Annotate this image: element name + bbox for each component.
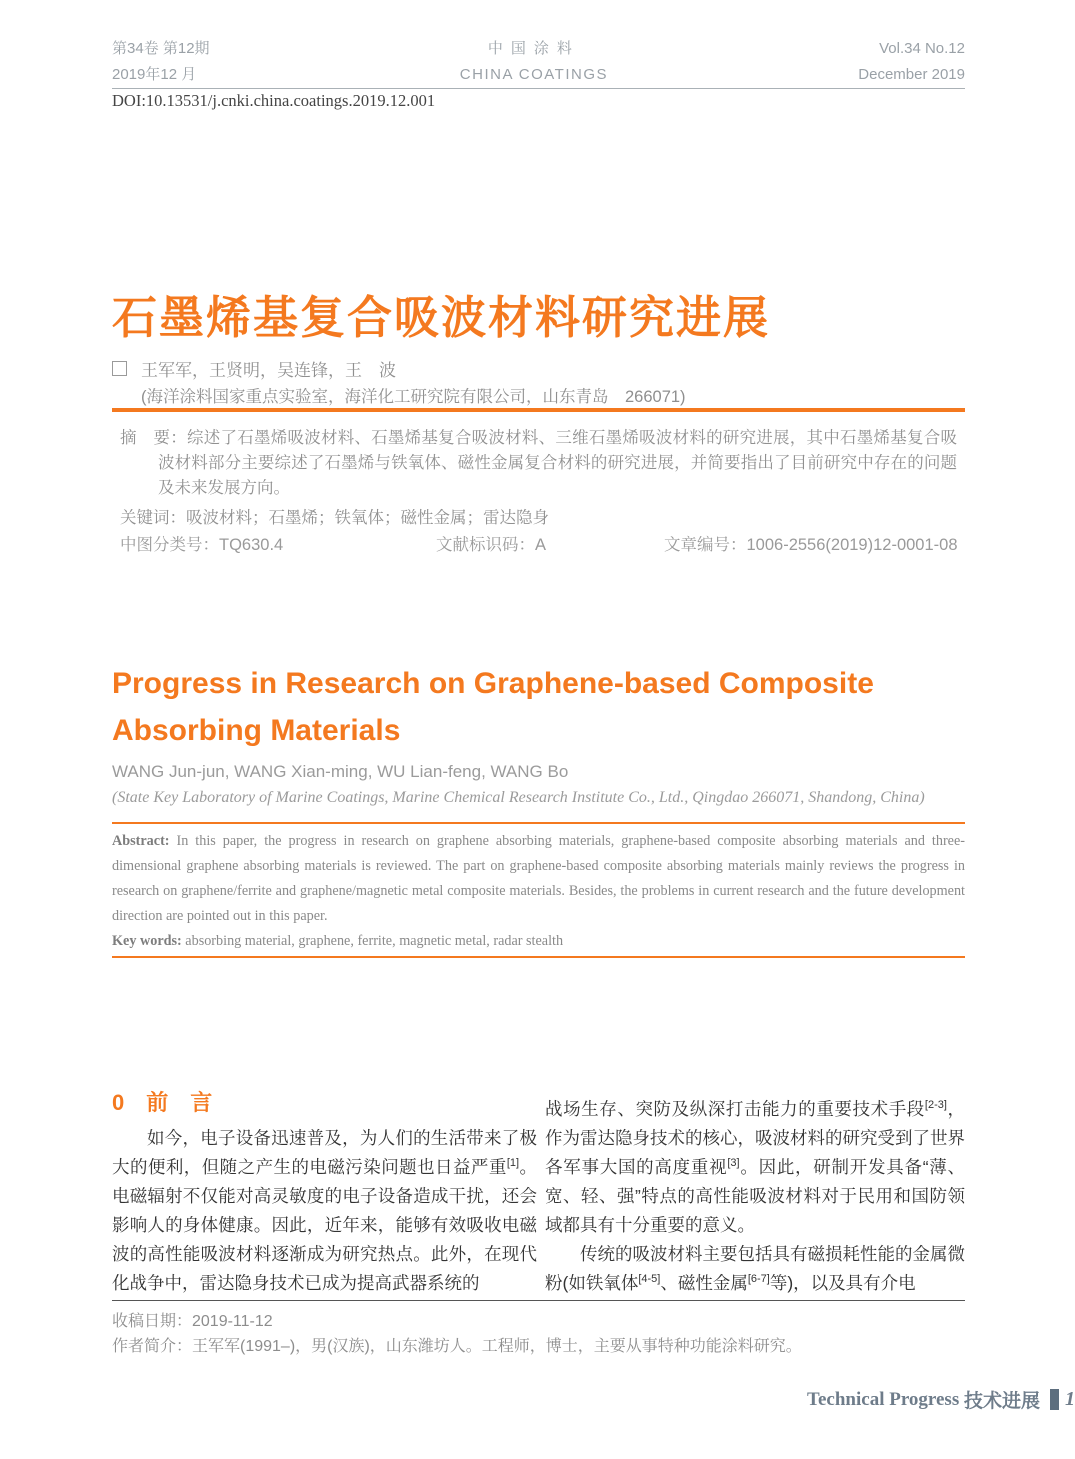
- affiliation-en: (State Key Laboratory of Marine Coatings, Marine Chemical Research Institute Co., Ltd., Qingdao 266071, Shandong, China): [112, 789, 925, 806]
- header-right: [858, 36, 965, 88]
- title-rule: [112, 408, 965, 412]
- footnote-rule: [112, 1300, 965, 1301]
- abstract-en-text: In this paper, the progress in research on graphene absorbing materials, graphene-based composite absorbing materials and three-dimensional graphene absorbing materials is reviewed. The part on graphene-based composite absorbing materials mainly reviews the progress in research on graphene/ferrite and graphene/magnetic metal composite materials. Besides, the problems in current research and the future development direction are pointed out in this paper.: [112, 833, 965, 924]
- classification-row: [112, 531, 973, 555]
- abstract-cn-label: 摘 要：: [120, 429, 187, 447]
- paragraph: 战场生存、突防及纵深打击能力的重要技术手段[2-3]，作为雷达隐身技术的核心，吸波材料的研究受到了世界各军事大国的高度重视[3]。因此，研制开发具备“薄、宽、轻、强”特点的高性能吸波材料对于民用和国防领域都具有十分重要的意义。: [545, 1099, 966, 1235]
- header-left: [112, 36, 210, 88]
- article-id: 文章编号：1006-2556(2019)12-0001-08: [664, 536, 958, 554]
- author-mark-square-icon: [112, 361, 127, 376]
- keywords-cn: 关键词：吸波材料；石墨烯；铁氧体；磁性金属；雷达隐身: [120, 509, 549, 527]
- authors-cn: 王军军，王贤明，吴连锋，王 波: [141, 361, 396, 380]
- body-column-right: [545, 1095, 965, 1298]
- abstract-rule-top: [112, 822, 965, 824]
- abstract-en: [112, 829, 965, 929]
- body-column-left: [112, 1124, 537, 1298]
- journal-header: [112, 36, 965, 88]
- authors-en: WANG Jun-jun, WANG Xian-ming, WU Lian-feng, WANG Bo: [112, 762, 569, 781]
- abstract-cn: [112, 426, 957, 501]
- doi: DOI:10.13531/j.cnki.china.coatings.2019.12.001: [112, 91, 436, 110]
- affiliation-cn: (海洋涂料国家重点实验室，海洋化工研究院有限公司，山东青岛 266071): [141, 388, 686, 406]
- paragraph: 传统的吸波材料主要包括具有磁损耗性能的金属微粉(如铁氧体[4-5]、磁性金属[6-7]等)，以及具有介电: [545, 1244, 965, 1293]
- keywords-en-label: Key words:: [112, 933, 182, 949]
- footer-section-cn: 技术进展: [963, 1391, 1040, 1412]
- document-code: 文献标识码：A: [436, 536, 547, 554]
- clc-number: 中图分类号：TQ630.4: [120, 536, 284, 554]
- journal-volume-cn: 第34卷 第12期: [112, 40, 210, 57]
- header-divider: [112, 88, 965, 89]
- keywords-en-text: absorbing material, graphene, ferrite, magnetic metal, radar stealth: [181, 933, 564, 949]
- abstract-en-label: Abstract:: [112, 833, 170, 849]
- header-center: [460, 36, 608, 88]
- journal-name-en: CHINA COATINGS: [459, 66, 609, 83]
- abstract-rule-bottom: [112, 956, 965, 958]
- journal-name-cn: 中国涂料: [487, 40, 580, 57]
- abstract-cn-text: 综述了石墨烯吸波材料、石墨烯基复合吸波材料、三维石墨烯吸波材料的研究进展，其中石墨烯基复合吸波材料部分主要综述了石墨烯与铁氧体、磁性金属复合材料的研究进展，并简要指出了目前研究中存在的问题及未来发展方向。: [158, 429, 958, 497]
- journal-volume-en: Vol.34 No.12: [879, 40, 965, 57]
- received-date: 收稿日期：2019-11-12: [112, 1313, 273, 1330]
- section-heading-intro: 0 前 言: [112, 1090, 213, 1115]
- abstract-en-block: [112, 829, 965, 954]
- author-bio: 作者简介：王军军(1991–)，男(汉族)，山东潍坊人。工程师，博士，主要从事特种功能涂料研究。: [112, 1338, 802, 1355]
- keywords-en: [112, 929, 965, 954]
- paragraph: 如今，电子设备迅速普及，为人们的生活带来了极大的便利，但随之产生的电磁污染问题也日益严重[1]。电磁辐射不仅能对高灵敏度的电子设备造成干扰，还会影响人的身体健康。因此，近年来，能够有效吸收电磁波的高性能吸波材料逐渐成为研究热点。此外，在现代化战争中，雷达隐身技术已成为提高武器系统的: [112, 1128, 538, 1293]
- journal-date-cn: 2019年12 月: [112, 66, 197, 83]
- article-title-cn: 石墨烯基复合吸波材料研究进展: [112, 292, 771, 343]
- article-title-en: Progress in Research on Graphene-based Composite Absorbing Materials: [112, 667, 874, 747]
- page-number: 1: [1065, 1388, 1075, 1410]
- journal-date-en: December 2019: [858, 66, 965, 83]
- page-footer: [222, 1386, 1075, 1413]
- footer-section-en: Technical Progress: [807, 1388, 960, 1410]
- authors-cn-row: [112, 356, 965, 381]
- footer-bar-icon: [1050, 1389, 1059, 1410]
